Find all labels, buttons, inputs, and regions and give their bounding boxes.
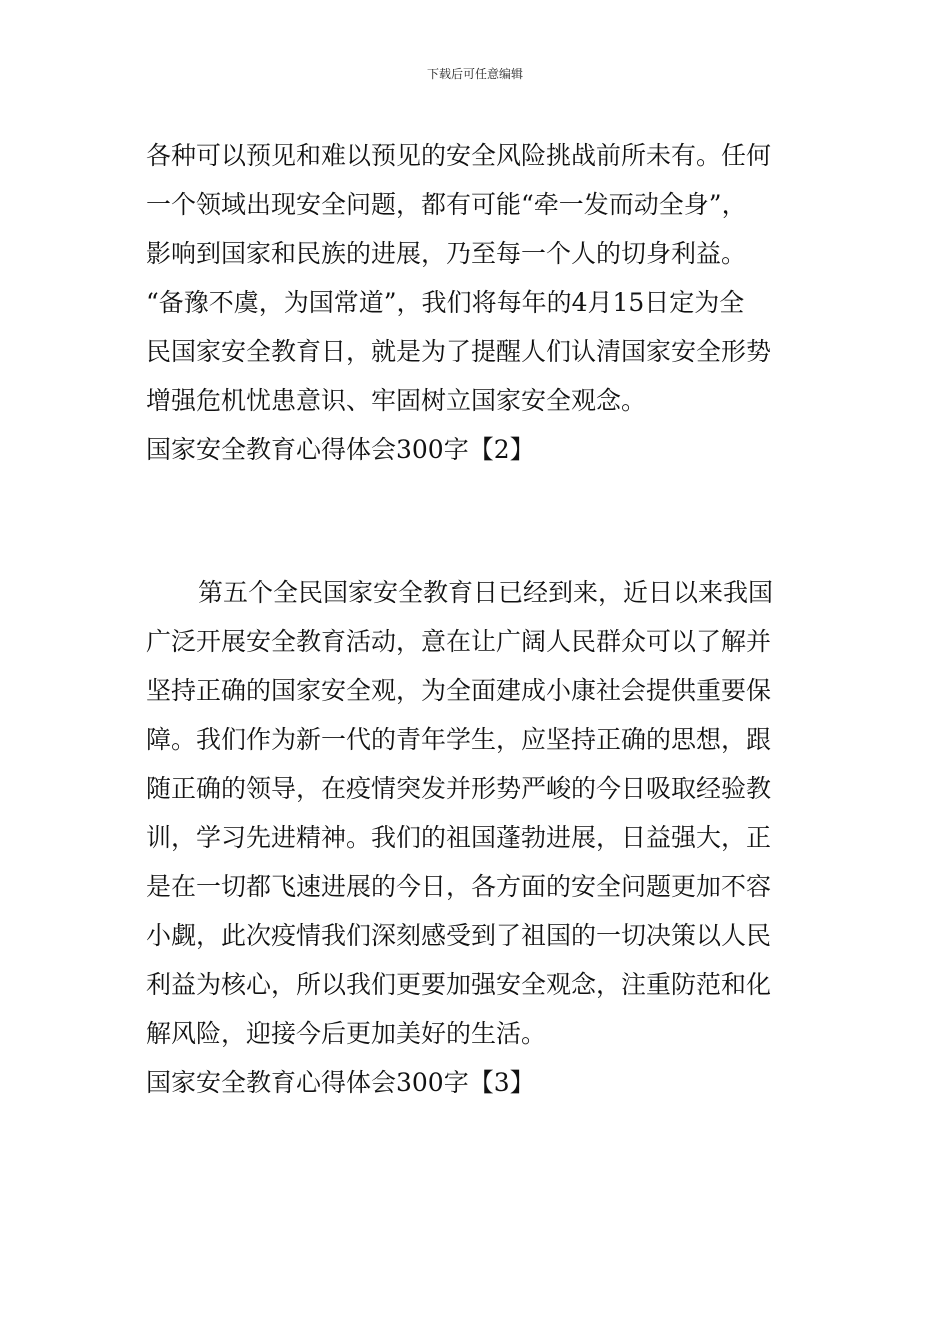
- section-heading-3: 国家安全教育心得体会300字【3】: [146, 1068, 535, 1097]
- paragraph-line: 小觑，此次疫情我们深刻感受到了祖国的一切决策以人民: [146, 921, 772, 950]
- paragraph-line: 利益为核心，所以我们更要加强安全观念，注重防范和化: [146, 970, 772, 999]
- paragraph-line: “备豫不虞，为国常道”，我们将每年的4月15日定为全: [146, 288, 745, 317]
- paragraph-line: 民国家安全教育日，就是为了提醒人们认清国家安全形势: [146, 337, 772, 366]
- paragraph-line: 坚持正确的国家安全观，为全面建成小康社会提供重要保: [146, 676, 772, 705]
- page-header-note: 下载后可任意编辑: [426, 67, 523, 81]
- paragraph-line: 广泛开展安全教育活动，意在让广阔人民群众可以了解并: [146, 627, 772, 656]
- section-spacer: [146, 474, 806, 568]
- paragraph-line: 第五个全民国家安全教育日已经到来，近日以来我国: [198, 578, 774, 607]
- document-body: [146, 131, 806, 1107]
- paragraph-line: 解风险，迎接今后更加美好的生活。: [146, 1019, 547, 1048]
- paragraph-line: 一个领域出现安全问题，都有可能“牵一发而动全身”，: [146, 190, 747, 219]
- paragraph-line: 训，学习先进精神。我们的祖国蓬勃进展，日益强大，正: [146, 823, 772, 852]
- paragraph-line: 随正确的领导，在疫情突发并形势严峻的今日吸取经验教: [146, 774, 772, 803]
- paragraph-line: 是在一切都飞速进展的今日，各方面的安全问题更加不容: [146, 872, 772, 901]
- paragraph-line: 障。我们作为新一代的青年学生，应坚持正确的思想，跟: [146, 725, 772, 754]
- paragraph-line: 各种可以预见和难以预见的安全风险挑战前所未有。任何: [146, 141, 772, 170]
- paragraph-1: [146, 131, 806, 425]
- paragraph-2: [146, 568, 806, 1058]
- paragraph-line: 影响到国家和民族的进展，乃至每一个人的切身利益。: [146, 239, 747, 268]
- paragraph-line: 增强危机忧患意识、牢固树立国家安全观念。: [146, 386, 647, 415]
- section-heading-2: 国家安全教育心得体会300字【2】: [146, 435, 535, 464]
